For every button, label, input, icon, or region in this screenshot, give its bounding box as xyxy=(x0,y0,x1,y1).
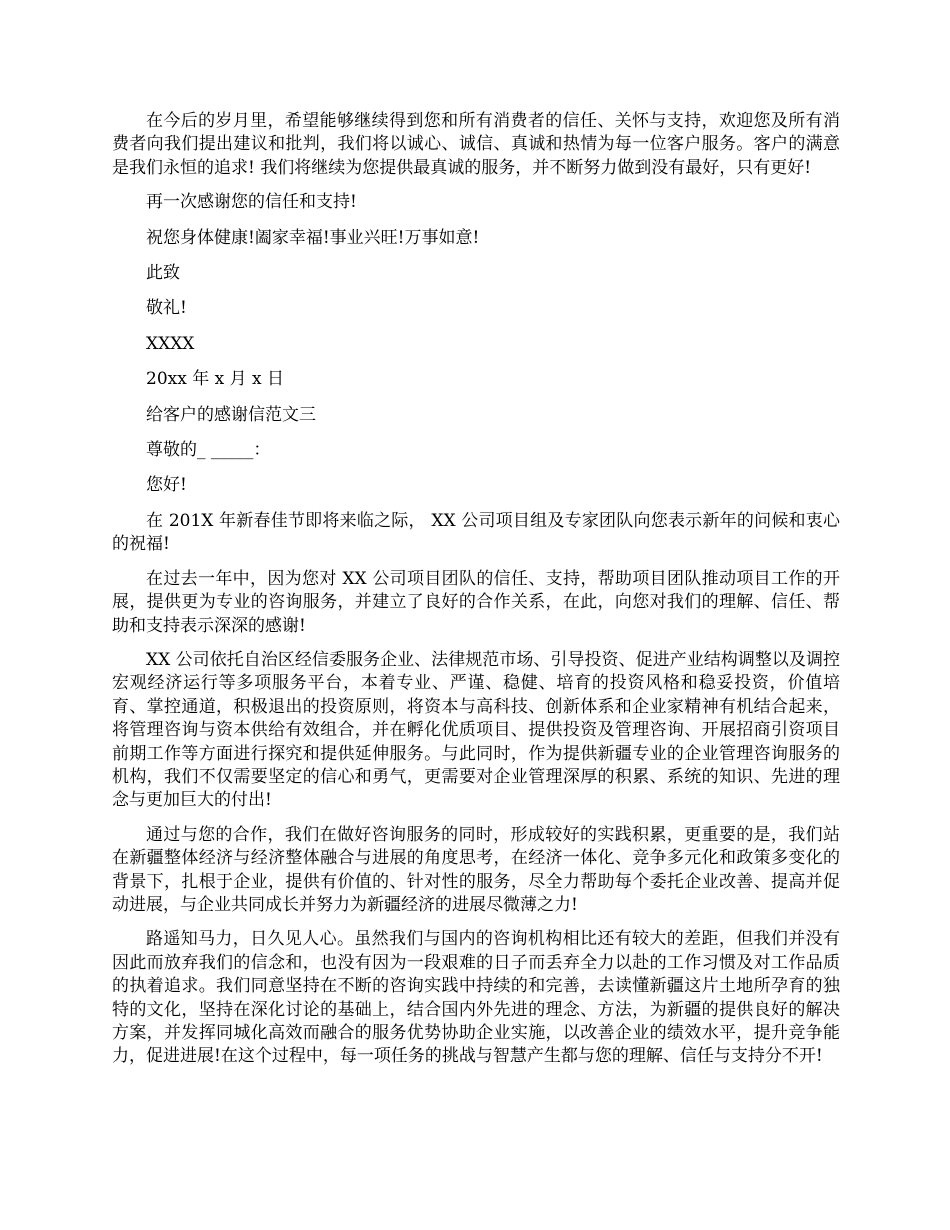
paragraph-cooperation: 通过与您的合作，我们在做好咨询服务的同时，形成较好的实践积累，更重要的是，我们站在新疆整体经济与经济整体融合与进展的角度思考，在经济一体化、竞争多元化和政策多变化的背景下，扎根于企业，提供有价值的、针对性的服务，尽全力帮助每个委托企业改善、提高并促动进展，与企业共同成长并努力为新疆经济的进展尽微薄之力! xyxy=(112,824,840,915)
paragraph-thanks-again: 再一次感谢您的信任和支持! xyxy=(146,192,357,213)
letter-hello: 您好! xyxy=(146,475,187,496)
signature-date: 20xx 年 x 月 x 日 xyxy=(146,369,285,390)
signature-name: XXXX xyxy=(146,333,195,354)
paragraph-company-intro: XX 公司依托自治区经信委服务企业、法律规范市场、引导投资、促进产业结构调整以及调控宏观经济运行等多项服务平台，本着专业、严谨、稳健、培育的投资风格和稳妥投资，价值培育、掌控通道，积极退出的投资原则，将资本与高科技、创新体系和企业家精神有机结合起来，将管理咨询与资本供给有效组合，并在孵化优质项目、提供投资及管理咨询、开展招商引资项目前期工作等方面进行探究和提供延伸服务。与此同时，作为提供新疆专业的企业管理咨询服务的机构，我们不仅需要坚定的信心和勇气，更需要对企业管理深厚的积累、系统的知识、先进的理念与更加巨大的付出! xyxy=(112,649,840,811)
paragraph-closing-wishes: 在今后的岁月里，希望能够继续得到您和所有消费者的信任、关怀与支持，欢迎您及所有消费者向我们提出建议和批判，我们将以诚心、诚信、真诚和热情为每一位客户服务。客户的满意是我们永恒的追求! 我们将继续为您提供最真诚的服务，并不断努力做到没有最好，只有更好! xyxy=(112,111,840,178)
paragraph-commitment: 路遥知马力，日久见人心。虽然我们与国内的咨询机构相比还有较大的差距，但我们并没有因此而放弃我们的信念和，也没有因为一段艰难的日子而丢弃全力以赴的工作习惯及对工作品质的执着追求。我们同意坚持在不断的咨询实践中持续的和完善，去读懂新疆这片土地所孕育的独特的文化，坚持在深化讨论的基础上，结合国内外先进的理念、方法，为新疆的提供良好的解决方案，并发挥同城化高效而融合的服务优势协助企业实施，以改善企业的绩效水平，提升竞争能力，促进进展!在这个过程中，每一项任务的挑战与智慧产生都与您的理解、信任与支持分不开! xyxy=(112,929,840,1067)
letter-greeting: 尊敬的_ _____： xyxy=(146,440,271,461)
section-title: 给客户的感谢信范文三 xyxy=(146,404,316,425)
paragraph-blessing: 祝您身体健康!阖家幸福!事业兴旺!万事如意! xyxy=(146,227,480,248)
paragraph-salutation-cizhi: 此致 xyxy=(146,263,180,284)
paragraph-past-year: 在过去一年中，因为您对 XX 公司项目团队的信任、支持，帮助项目团队推动项目工作的开展，提供更为专业的咨询服务，并建立了良好的合作关系，在此，向您对我们的理解、信任、帮助和支持表示深深的感谢! xyxy=(112,568,840,636)
document-page xyxy=(112,110,840,1080)
paragraph-new-year: 在 201X 年新春佳节即将来临之际， XX 公司项目组及专家团队向您表示新年的问候和衷心的祝福! xyxy=(112,510,840,555)
paragraph-salutation-jingli: 敬礼! xyxy=(146,298,187,319)
